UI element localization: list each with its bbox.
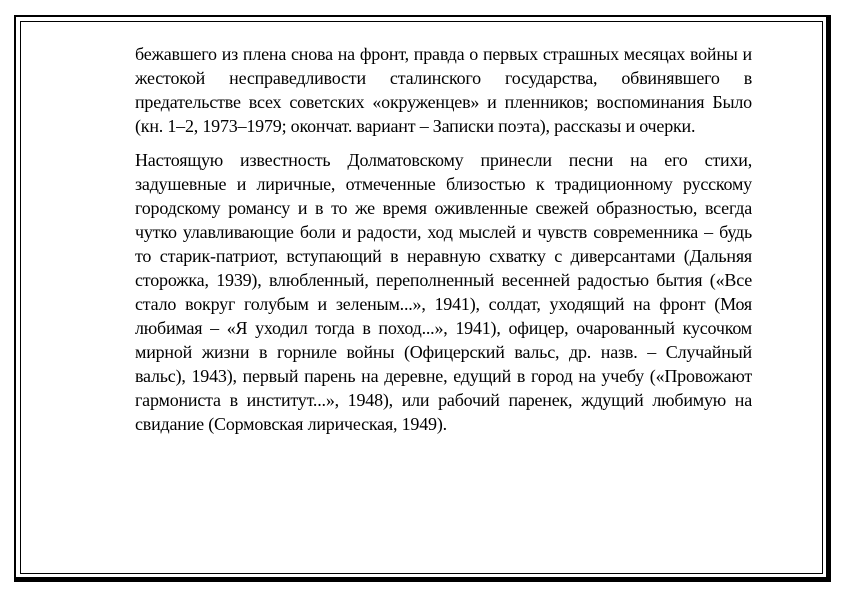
document-body <box>135 42 752 436</box>
paragraph-2: Настоящую известность Долматовскому принесли песни на его стихи, задушевные и лиричные, отмеченные близостью к традиционному русскому городскому романсу и в то же время оживленные свежей образностью, всегда чутко улавливающие боли и радости, ход мыслей и чувств современника – будь то старик-патриот, вступающий в неравную схватку с диверсантами (Дальняя сторожка, 1939), влюбленный, переполненный весенней радостью бытия («Все стало вокруг голубым и зеленым...», 1941), солдат, уходящий на фронт (Моя любимая – «Я уходил тогда в поход...», 1941), офицер, очарованный кусочком мирной жизни в горниле войны (Офицерский вальс, др. назв. – Случайный вальс), 1943), первый парень на деревне, едущий в город на учебу («Провожают гармониста в институт...», 1948), или рабочий паренек, ждущий любимую на свидание (Сормовская лирическая, 1949). <box>135 150 752 434</box>
paragraph-1: бежавшего из плена снова на фронт, правда о первых страшных месяцах войны и жестокой несправедливости сталинского государства, обвинявшего в предательстве всех советских «окруженцев» и пленников; воспоминания Было (кн. 1–2, 1973–1979; окончат. вариант – Записки поэта), рассказы и очерки. <box>135 44 752 136</box>
